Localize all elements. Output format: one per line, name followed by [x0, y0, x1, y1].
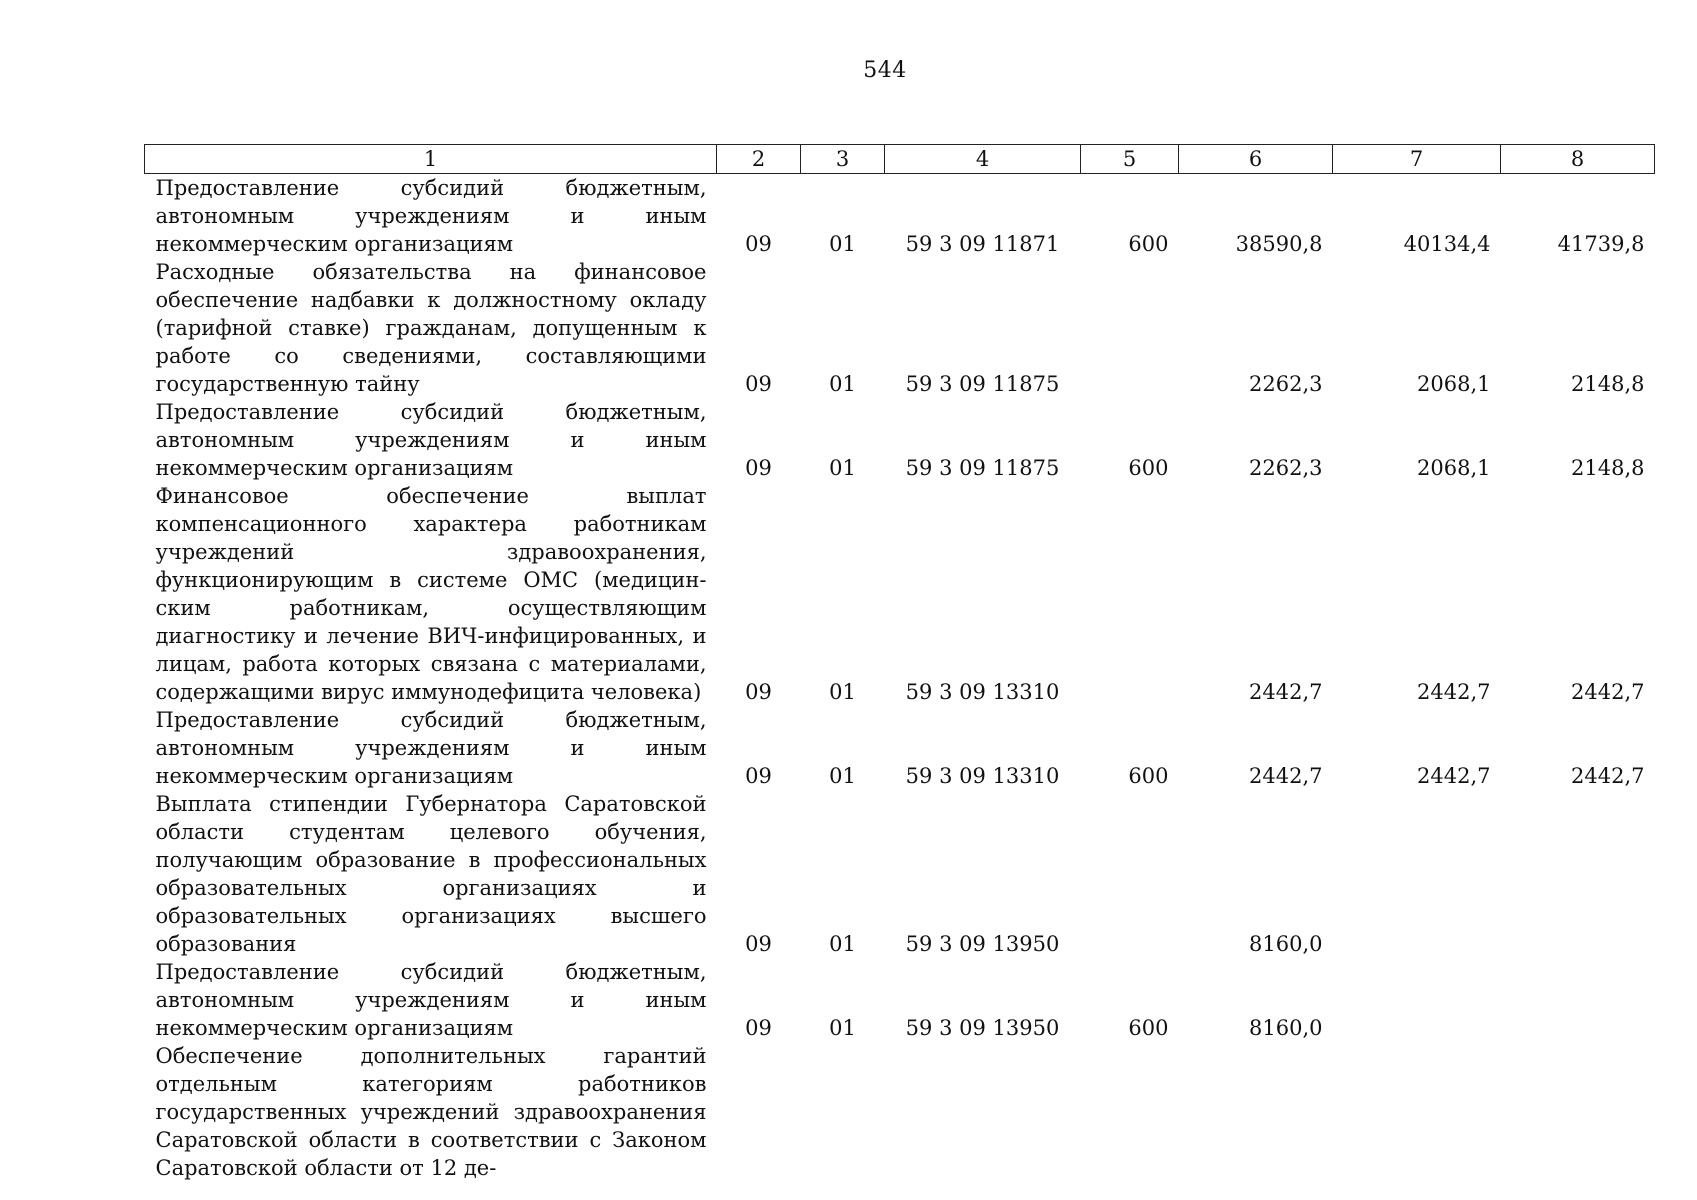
- column-header-2: 2: [717, 145, 801, 174]
- amount-year-1: 2442,7: [1249, 680, 1323, 704]
- subsection-code: 01: [829, 932, 856, 956]
- subsection-code: 01: [829, 232, 856, 256]
- expense-type-code: [1081, 1042, 1179, 1182]
- row-description: Предоставление субсидий бюджетным, автономным учреждениям и иным некоммерческим организациям: [155, 176, 707, 256]
- amount-year-2: [1333, 790, 1501, 958]
- subsection-code: 01: [829, 680, 856, 704]
- target-article-code: 59 3 09 13950: [905, 932, 1060, 956]
- column-header-1: 1: [145, 145, 717, 174]
- expense-type-code: [1081, 482, 1179, 706]
- column-header-5: 5: [1081, 145, 1179, 174]
- section-code: 09: [745, 680, 772, 704]
- row-description: Предоставление субсидий бюджетным, автономным учреждениям и иным некоммерческим организациям: [155, 960, 707, 1040]
- amount-year-3: 2442,7: [1571, 764, 1645, 788]
- subsection-code: [801, 1042, 885, 1182]
- section-code: 09: [745, 764, 772, 788]
- table-row: [145, 1042, 1655, 1182]
- column-header-8: 8: [1501, 145, 1655, 174]
- amount-year-1: 38590,8: [1235, 232, 1323, 256]
- table-row: [145, 706, 1655, 790]
- amount-year-3: [1501, 1042, 1655, 1182]
- expense-type-code: [1081, 258, 1179, 398]
- amount-year-1: [1179, 1042, 1333, 1182]
- target-article-code: 59 3 09 11875: [905, 456, 1060, 480]
- amount-year-2: 2068,1: [1417, 372, 1491, 396]
- section-code: 09: [745, 1016, 772, 1040]
- amount-year-2: 2068,1: [1417, 456, 1491, 480]
- budget-table: [144, 144, 1655, 1182]
- amount-year-1: 2442,7: [1249, 764, 1323, 788]
- expense-type-code: [1081, 790, 1179, 958]
- amount-year-2: 2442,7: [1417, 764, 1491, 788]
- amount-year-3: [1501, 790, 1655, 958]
- amount-year-1: 2262,3: [1249, 456, 1323, 480]
- table-row: [145, 790, 1655, 958]
- section-code: 09: [745, 232, 772, 256]
- section-code: 09: [745, 372, 772, 396]
- row-description: Предоставление субсидий бюджетным, автономным учреждениям и иным некоммерческим организациям: [155, 708, 707, 788]
- subsection-code: 01: [829, 1016, 856, 1040]
- amount-year-3: 2148,8: [1571, 372, 1645, 396]
- row-description: Финансовое обеспечение выплат компенсационного характера работникам учреждений здравоохранения, функционирующим в системе ОМС (медицинским работникам, осуществляющим диагностику и лечение ВИЧ-инфицированных, и лицам, работа которых связана с материалами, содержащими вирус иммунодефицита человека): [155, 484, 707, 704]
- row-description: Выплата стипендии Губернатора Саратовской области студентам целевого обучения, получающим образование в профессиональных образовательных организациях и образовательных организациях высшего образования: [155, 792, 707, 956]
- table-row: [145, 174, 1655, 259]
- section-code: 09: [745, 932, 772, 956]
- amount-year-1: 2262,3: [1249, 372, 1323, 396]
- table-row: [145, 482, 1655, 706]
- table-header-row: [145, 145, 1655, 174]
- page-number: 544: [863, 58, 907, 83]
- expense-type-code: 600: [1128, 456, 1169, 480]
- target-article-code: [885, 1042, 1081, 1182]
- amount-year-3: 2148,8: [1571, 456, 1645, 480]
- column-header-4: 4: [885, 145, 1081, 174]
- amount-year-1: 8160,0: [1249, 932, 1323, 956]
- amount-year-1: 8160,0: [1249, 1016, 1323, 1040]
- amount-year-3: [1501, 958, 1655, 1042]
- target-article-code: 59 3 09 13950: [905, 1016, 1060, 1040]
- amount-year-2: 40134,4: [1403, 232, 1491, 256]
- amount-year-2: 2442,7: [1417, 680, 1491, 704]
- amount-year-3: 2442,7: [1571, 680, 1645, 704]
- table-row: [145, 958, 1655, 1042]
- subsection-code: 01: [829, 372, 856, 396]
- column-header-7: 7: [1333, 145, 1501, 174]
- amount-year-2: [1333, 958, 1501, 1042]
- amount-year-3: 41739,8: [1557, 232, 1645, 256]
- table-row: [145, 258, 1655, 398]
- column-header-6: 6: [1179, 145, 1333, 174]
- target-article-code: 59 3 09 13310: [905, 764, 1060, 788]
- subsection-code: 01: [829, 764, 856, 788]
- target-article-code: 59 3 09 11875: [905, 372, 1060, 396]
- expense-type-code: 600: [1128, 764, 1169, 788]
- table-row: [145, 398, 1655, 482]
- row-description: Обеспечение дополнительных гарантий отдельным категориям работников государственных учреждений здравоохранения Саратовской области в соответствии с Законом Саратовской области от 12 де-: [155, 1044, 707, 1180]
- amount-year-2: [1333, 1042, 1501, 1182]
- section-code: 09: [745, 456, 772, 480]
- target-article-code: 59 3 09 11871: [905, 232, 1060, 256]
- expense-type-code: 600: [1128, 1016, 1169, 1040]
- row-description: Предоставление субсидий бюджетным, автономным учреждениям и иным некоммерческим организациям: [155, 400, 707, 480]
- subsection-code: 01: [829, 456, 856, 480]
- target-article-code: 59 3 09 13310: [905, 680, 1060, 704]
- expense-type-code: 600: [1128, 232, 1169, 256]
- row-description: Расходные обязательства на финансовое обеспечение надбавки к должностному окладу (тарифной ставке) гражданам, допущенным к работе со сведениями, составляющими государственную тайну: [155, 260, 707, 396]
- column-header-3: 3: [801, 145, 885, 174]
- section-code: [717, 1042, 801, 1182]
